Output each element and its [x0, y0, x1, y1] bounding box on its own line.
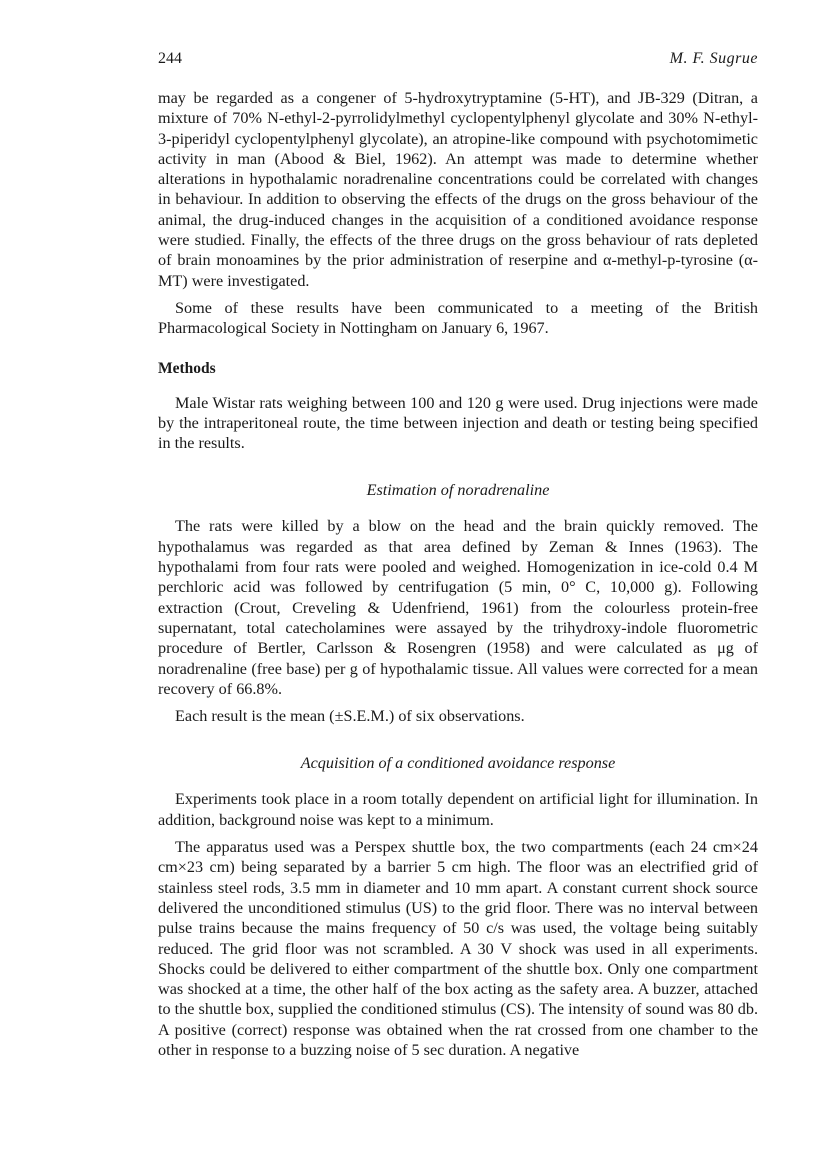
intro-paragraph-1: may be regarded as a congener of 5-hydroxytryptamine (5-HT), and JB-329 (Ditran, a mixture of 70% N-ethyl-2-pyrrolidylmethyl cyclopentylphenyl glycolate and 30% N-ethyl-3-piperidyl cyclopentylphenyl glycolate), an atropine-like compound with psychotomimetic activity in man (Abood & Biel, 1962). An attempt was made to determine whether alterations in hypothalamic noradrenaline concentrations could be correlated with changes in behaviour. In addition to observing the effects of the drugs on the gross behaviour of the animal, the drug-induced changes in the acquisition of a conditioned avoidance response were studied. Finally, the effects of the three drugs on the gross behaviour of rats depleted of brain monoamines by the prior administration of reserpine and α-methyl-p-tyrosine (α-MT) were investigated.	[158, 89, 758, 290]
intro-paragraph-2: Some of these results have been communicated to a meeting of the British Pharmacological Society in Nottingham on January 6, 1967.	[158, 298, 758, 338]
noradrenaline-heading: Estimation of noradrenaline	[366, 481, 550, 500]
noradrenaline-paragraph-1: The rats were killed by a blow on the head and the brain quickly removed. The hypothalamus was regarded as that area defined by Zeman & Innes (1963). The hypothalami from four rats were pooled and weighed. Homogenization in ice-cold 0.4 M perchloric acid was followed by centrifugation (5 min, 0° C, 10,000 g). Following extraction (Crout, Creveling & Udenfriend, 1961) from the colourless protein-free supernatant, total catecholamines were assayed by the trihydroxy-indole fluorometric procedure of Bertler, Carlsson & Rosengren (1958) and were calculated as μg of noradrenaline (free base) per g of hypothalamic tissue. All values were corrected for a mean recovery of 66.8%.	[158, 517, 758, 698]
running-head-author: M. F. Sugrue	[669, 50, 758, 67]
methods-paragraph-1: Male Wistar rats weighing between 100 and 120 g were used. Drug injections were made by the intraperitoneal route, the time between injection and death or testing being specified in the results.	[158, 393, 758, 453]
avoidance-paragraph-1: Experiments took place in a room totally dependent on artificial light for illumination. In addition, background noise was kept to a minimum.	[158, 790, 758, 829]
page-number: 244	[158, 50, 182, 67]
noradrenaline-paragraph-2: Each result is the mean (±S.E.M.) of six observations.	[175, 707, 525, 726]
avoidance-paragraph-2: The apparatus used was a Perspex shuttle box, the two compartments (each 24 cm×24 cm×23 cm) being separated by a barrier 5 cm high. The floor was an electrified grid of stainless steel rods, 3.5 mm in diameter and 10 mm apart. A constant current shock source delivered the unconditioned stimulus (US) to the grid floor. There was no interval between pulse trains because the mains frequency of 50 c/s was used, the voltage being suitably reduced. The grid floor was not scrambled. A 30 V shock was used in all experiments. Shocks could be delivered to either compartment of the shuttle box. Only one compartment was shocked at a time, the other half of the box acting as the safety area. A buzzer, attached to the shuttle box, supplied the conditioned stimulus (CS). The intensity of sound was 80 db. A positive (correct) response was obtained when the rat crossed from one chamber to the other in response to a buzzing noise of 5 sec duration. A negative	[158, 838, 758, 1059]
avoidance-heading: Acquisition of a conditioned avoidance response	[300, 754, 616, 773]
journal-page	[158, 48, 758, 1060]
running-head	[158, 48, 758, 70]
methods-heading: Methods	[158, 359, 216, 377]
